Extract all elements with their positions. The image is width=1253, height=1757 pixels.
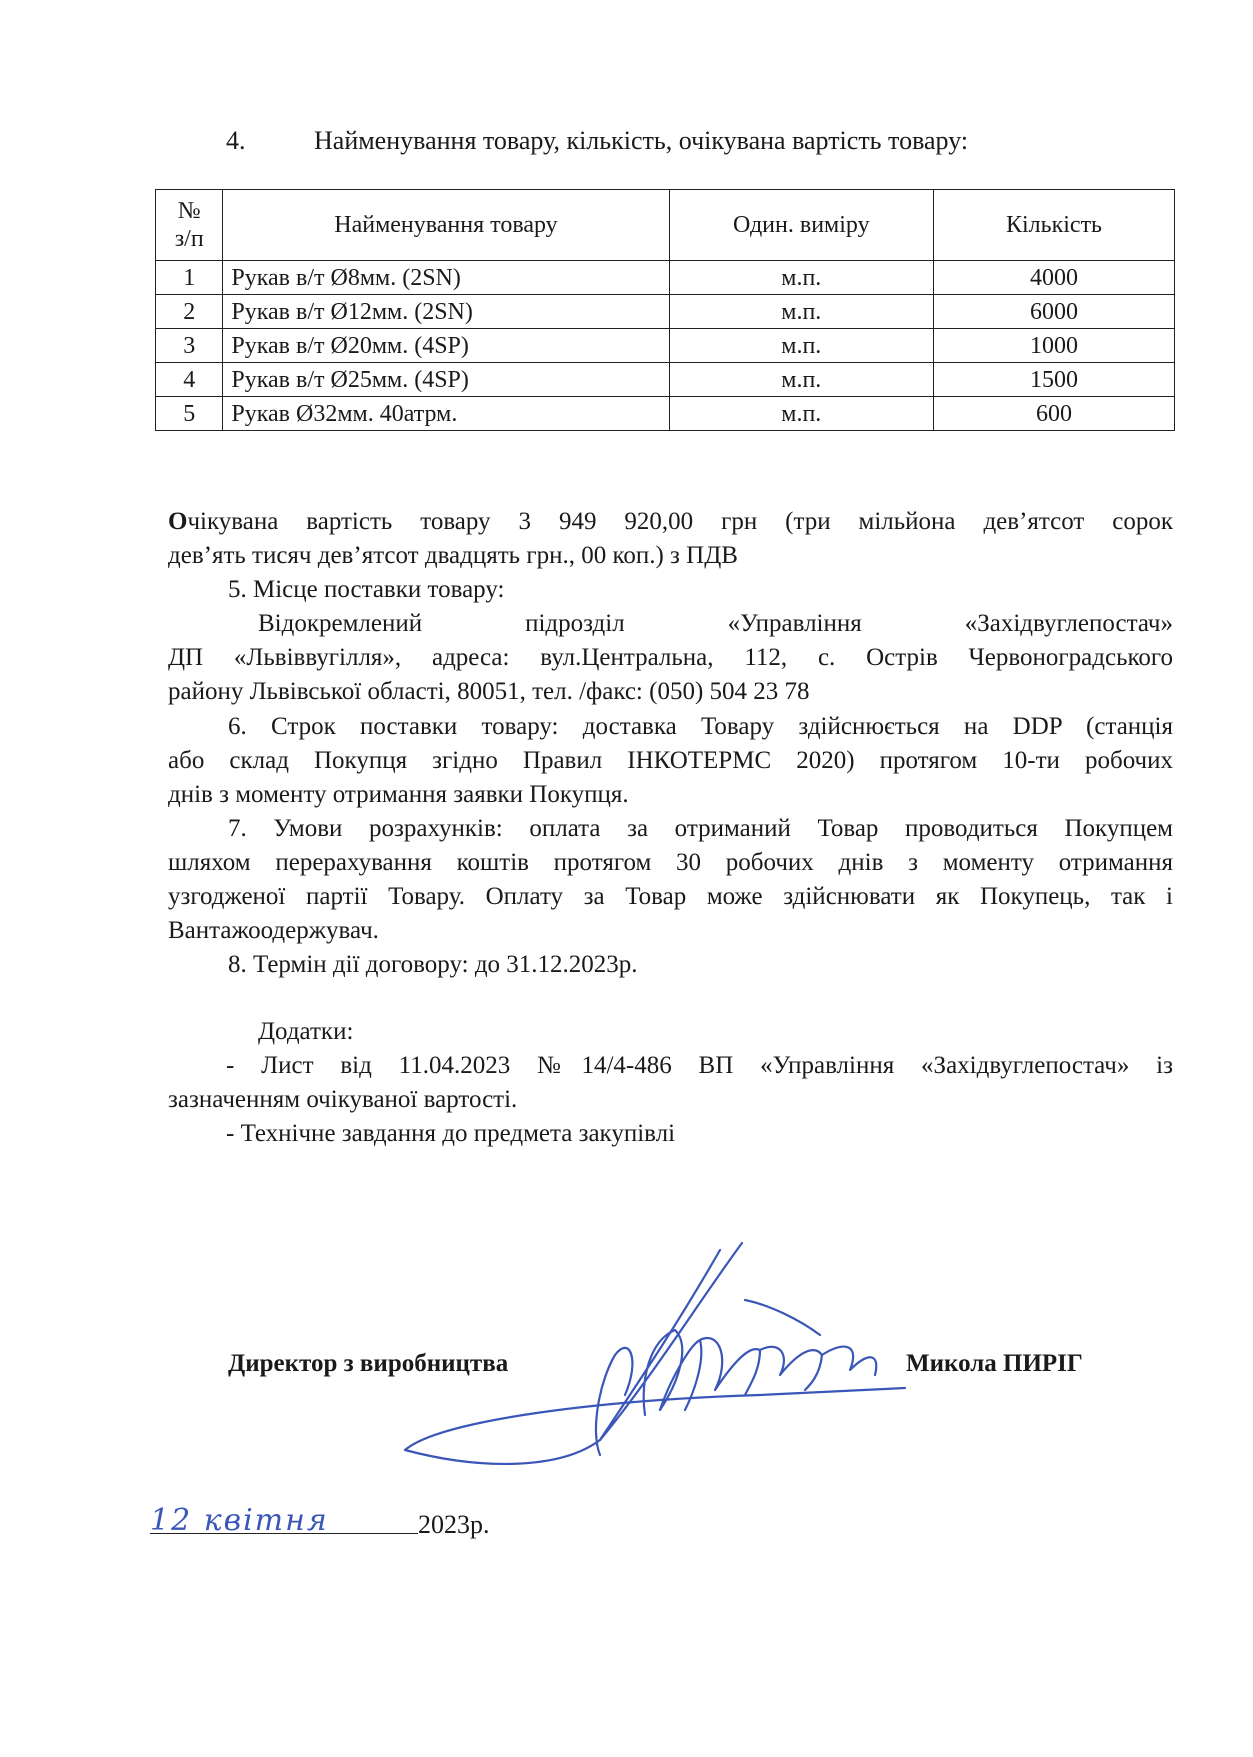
header-num-symbol: № (177, 198, 201, 224)
section5-title: 5. Місце поставки товару: (228, 576, 505, 603)
row-num: 2 (156, 295, 223, 329)
section-title: Найменування товару, кількість, очікувана вартість товару: (314, 126, 969, 155)
row-name: Рукав в/т Ø20мм. (4SP) (223, 329, 669, 363)
section5-line-1: Відокремлений підрозділ «Управління «Західвуглепостач» (258, 610, 1173, 637)
row-name: Рукав в/т Ø25мм. (4SP) (223, 363, 669, 397)
row-unit: м.п. (669, 295, 933, 329)
section6-line-2: або склад Покупця згідно Правил ІНКОТЕРМС 2020) протягом 10-ти робочих (168, 747, 1173, 774)
attachment-1-line-1: - Лист від 11.04.2023 №14/4-486 ВП «Управління «Західвуглепостач» із (226, 1052, 1173, 1079)
row-unit: м.п. (669, 329, 933, 363)
header-qty: Кількість (934, 190, 1175, 261)
cost-text: чікувана вартість товару 3 949 920,00 грн (три мільйона дев’ятсот сорок (187, 508, 1173, 535)
date-year: 2023р. (418, 1510, 490, 1539)
section8-text: 8. Термін дії договору: до 31.12.2023р. (228, 951, 638, 978)
signature-position: Директор з виробництва (228, 1350, 509, 1377)
attachment-2: - Технічне завдання до предмета закупівлі (226, 1120, 676, 1147)
row-qty: 600 (934, 397, 1175, 431)
section-number: 4. (226, 126, 246, 155)
row-qty: 1500 (934, 363, 1175, 397)
row-qty: 1000 (934, 329, 1175, 363)
row-qty: 4000 (934, 261, 1175, 295)
cost-line-2: дев’ять тисяч дев’ятсот двадцять грн., 00 коп.) з ПДВ (168, 542, 738, 569)
header-name: Найменування товару (223, 190, 669, 261)
row-num: 5 (156, 397, 223, 431)
section7-line-1: 7. Умови розрахунків: оплата за отриманий Товар проводиться Покупцем (228, 815, 1173, 842)
row-qty: 6000 (934, 295, 1175, 329)
section7-line-4: Вантажоодержувач. (168, 917, 379, 944)
row-num: 1 (156, 261, 223, 295)
section6-line-1: 6. Строк поставки товару: доставка Товару здійснюється на DDP (станція (228, 713, 1173, 740)
section7-line-2: шляхом перерахування коштів протягом 30 робочих днів з моменту отримання (168, 849, 1173, 876)
attachments-title: Додатки: (258, 1018, 354, 1045)
header-unit: Один. виміру (669, 190, 933, 261)
row-num: 3 (156, 329, 223, 363)
row-name: Рукав Ø32мм. 40атрм. (223, 397, 669, 431)
date-handwritten: 12 квітня (150, 1503, 329, 1538)
row-unit: м.п. (669, 363, 933, 397)
attachment-1-line-2: зазначенням очікуваної вартості. (168, 1086, 518, 1113)
section5-line-2: ДП «Львіввугілля», адреса: вул.Центральна, 112, с. Острів Червоноградського (168, 644, 1173, 671)
signature-name: Микола ПИРІГ (906, 1350, 1083, 1377)
row-unit: м.п. (669, 261, 933, 295)
row-name: Рукав в/т Ø12мм. (2SN) (223, 295, 669, 329)
cost-first-letter: О (168, 508, 188, 535)
row-unit: м.п. (669, 397, 933, 431)
header-num-label: з/п (174, 226, 204, 252)
row-name: Рукав в/т Ø8мм. (2SN) (223, 261, 669, 295)
section7-line-3: узгодженої партії Товару. Оплату за Товар може здійснювати як Покупець, так і (168, 883, 1173, 910)
section6-line-3: днів з моменту отримання заявки Покупця. (168, 781, 629, 808)
row-num: 4 (156, 363, 223, 397)
section5-line-3: району Львівської області, 80051, тел. /факс: (050) 504 23 78 (168, 678, 810, 705)
